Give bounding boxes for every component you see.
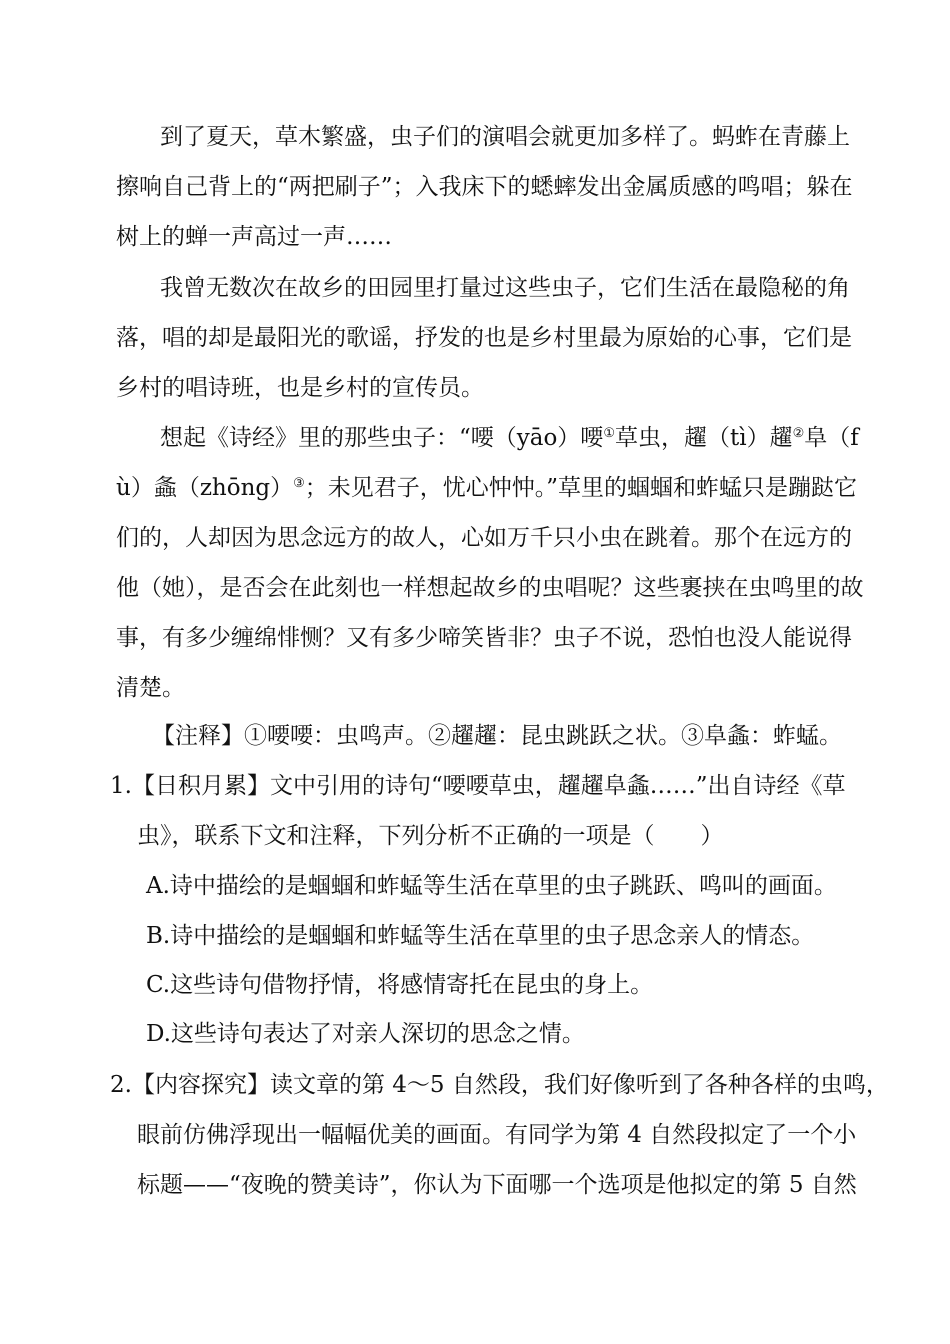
footnote-marker: ③ xyxy=(293,476,305,491)
footnote-marker: ② xyxy=(792,426,805,441)
text-span: 想起《诗经》里的那些虫子：“喓（yāo）喓 xyxy=(160,425,604,451)
paragraph-line: 擦响自己背上的“两把刷子”；入我床下的蟋蟀发出金属质感的鸣唱；躲在 xyxy=(116,174,853,200)
option-d: D.这些诗句表达了对亲人深切的思念之情。 xyxy=(146,1021,585,1047)
text-span: ù）螽（zhōng） xyxy=(116,475,294,501)
paragraph-line: 清楚。 xyxy=(116,675,185,701)
footnote-marker: ① xyxy=(603,426,615,441)
paragraph-line: 乡村的唱诗班，也是乡村的宣传员。 xyxy=(116,375,484,401)
question-stem: 虫》，联系下文和注释，下列分析不正确的一项是（ ） xyxy=(137,823,724,849)
text-span: 阜（f xyxy=(804,425,859,451)
text-span: ；未见君子，忧心忡忡。”草里的蝈蝈和蚱蜢只是蹦跶它 xyxy=(304,475,858,501)
paragraph-line: 他（她），是否会在此刻也一样想起故乡的虫唱呢？这些裹挟在虫鸣里的故 xyxy=(116,575,864,601)
question-stem: 标题——“夜晚的赞美诗”，你认为下面哪一个选项是他拟定的第 5 自然 xyxy=(137,1172,857,1198)
paragraph-line xyxy=(116,473,857,503)
question-stem: 2.【内容探究】读文章的第 4～5 自然段，我们好像听到了各种各样的虫鸣， xyxy=(110,1072,889,1098)
paragraph-line: 到了夏天，草木繁盛，虫子们的演唱会就更加多样了。蚂蚱在青藤上 xyxy=(160,124,850,150)
paragraph-line xyxy=(160,423,859,453)
question-stem: 1.【日积月累】文中引用的诗句“喓喓草虫，趯趯阜螽……”出自诗经《草 xyxy=(110,773,846,799)
option-a: A.诗中描绘的是蝈蝈和蚱蜢等生活在草里的虫子跳跃、鸣叫的画面。 xyxy=(146,873,837,899)
option-c: C.这些诗句借物抒情，将感情寄托在昆虫的身上。 xyxy=(146,972,654,998)
paragraph-line: 我曾无数次在故乡的田园里打量过这些虫子，它们生活在最隐秘的角 xyxy=(160,275,850,301)
paragraph-line: 们的，人却因为思念远方的故人，心如万千只小虫在跳着。那个在远方的 xyxy=(116,525,852,551)
paragraph-line: 树上的蝉一声高过一声…… xyxy=(116,224,392,250)
paragraph-line: 事，有多少缠绵悱恻？又有多少啼笑皆非？虫子不说，恐怕也没人能说得 xyxy=(116,625,852,651)
option-b: B.诗中描绘的是蝈蝈和蚱蜢等生活在草里的虫子思念亲人的情态。 xyxy=(146,923,815,949)
text-span: 草虫，趯（tì）趯 xyxy=(614,425,793,451)
question-stem: 眼前仿佛浮现出一幅幅优美的画面。有同学为第 4 自然段拟定了一个小 xyxy=(137,1122,857,1148)
paragraph-line: 落，唱的却是最阳光的歌谣，抒发的也是乡村里最为原始的心事，它们是 xyxy=(116,325,852,351)
annotation-note: 【注释】①喓喓：虫鸣声。②趯趯：昆虫跳跃之状。③阜螽：蚱蜢。 xyxy=(152,723,842,749)
